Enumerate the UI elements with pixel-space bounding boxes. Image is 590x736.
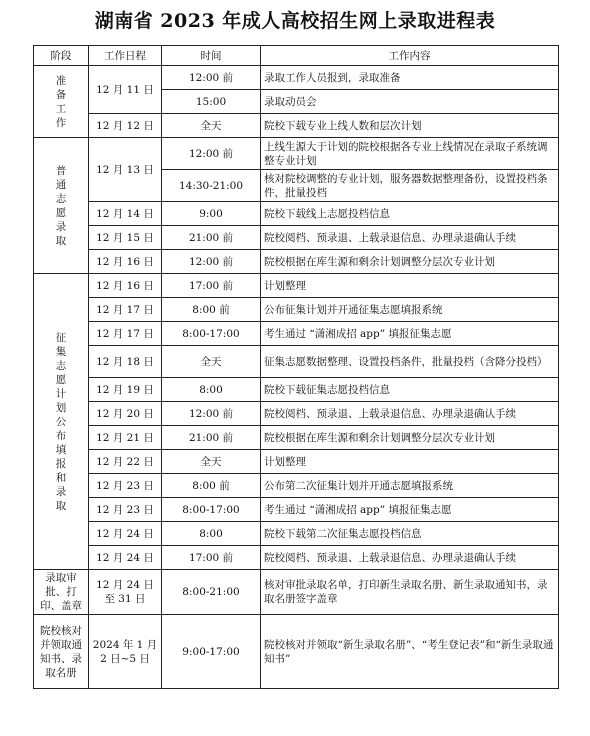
date-cell: 12 月 11 日 xyxy=(89,66,162,114)
date-cell: 12 月 24 日 xyxy=(89,522,162,546)
table-row xyxy=(34,498,559,522)
task-cell: 核对审批录取名单，打印新生录取名册、新生录取通知书，录取名册签字盖章 xyxy=(261,570,559,615)
date-cell: 2024 年 1 月 2 日~5 日 xyxy=(89,615,162,689)
table-row xyxy=(34,202,559,226)
task-cell: 院校根据在库生源和剩余计划调整分层次专业计划 xyxy=(261,250,559,274)
time-cell: 全天 xyxy=(162,346,261,378)
date-cell: 12 月 14 日 xyxy=(89,202,162,226)
table-row xyxy=(34,66,559,90)
stage-cell: 准备工作 xyxy=(34,66,89,138)
date-cell: 12 月 22 日 xyxy=(89,450,162,474)
schedule-table xyxy=(33,45,559,689)
date-cell: 12 月 19 日 xyxy=(89,378,162,402)
time-cell: 15:00 xyxy=(162,90,261,114)
date-cell: 12 月 15 日 xyxy=(89,226,162,250)
task-cell: 院校下载线上志愿投档信息 xyxy=(261,202,559,226)
table-row xyxy=(34,298,559,322)
time-cell: 12:00 前 xyxy=(162,66,261,90)
header-date: 工作日程 xyxy=(89,46,162,66)
date-cell: 12 月 13 日 xyxy=(89,138,162,202)
header-time: 时间 xyxy=(162,46,261,66)
date-cell: 12 月 12 日 xyxy=(89,114,162,138)
time-cell: 12:00 前 xyxy=(162,138,261,170)
stage-cell: 录取审批、打印、盖章 xyxy=(34,570,89,615)
task-cell: 院校下载征集志愿投档信息 xyxy=(261,378,559,402)
stage-cell: 征集志愿计划公布填报和录取 xyxy=(34,274,89,570)
header-task: 工作内容 xyxy=(261,46,559,66)
task-cell: 计划整理 xyxy=(261,274,559,298)
table-row xyxy=(34,570,559,615)
header-stage: 阶段 xyxy=(34,46,89,66)
page-title: 湖南省 2023 年成人高校招生网上录取进程表 xyxy=(94,10,496,32)
time-cell: 12:00 前 xyxy=(162,402,261,426)
table-header-row xyxy=(34,46,559,66)
date-cell: 12 月 24 日 xyxy=(89,546,162,570)
time-cell: 8:00 xyxy=(162,522,261,546)
time-cell: 8:00-17:00 xyxy=(162,498,261,522)
date-cell: 12 月 24 日至 31 日 xyxy=(89,570,162,615)
time-cell: 8:00-17:00 xyxy=(162,322,261,346)
table-row xyxy=(34,474,559,498)
task-cell: 公布第二次征集计划并开通志愿填报系统 xyxy=(261,474,559,498)
task-cell: 院校下载第二次征集志愿投档信息 xyxy=(261,522,559,546)
table-row xyxy=(34,546,559,570)
table-row xyxy=(34,114,559,138)
date-cell: 12 月 17 日 xyxy=(89,298,162,322)
date-cell: 12 月 17 日 xyxy=(89,322,162,346)
task-cell: 考生通过 “潇湘成招 app” 填报征集志愿 xyxy=(261,498,559,522)
table-row xyxy=(34,226,559,250)
table-row xyxy=(34,522,559,546)
task-cell: 上线生源大于计划的院校根据各专业上线情况在录取子系统调整专业计划 xyxy=(261,138,559,170)
time-cell: 17:00 前 xyxy=(162,274,261,298)
table-row xyxy=(34,274,559,298)
task-cell: 核对院校调整的专业计划，服务器数据整理备份，设置投档条件，批量投档 xyxy=(261,170,559,202)
task-cell: 院校阅档、预录退、上载录退信息、办理录退确认手续 xyxy=(261,402,559,426)
date-cell: 12 月 18 日 xyxy=(89,346,162,378)
task-cell: 录取工作人员报到，录取准备 xyxy=(261,66,559,90)
time-cell: 全天 xyxy=(162,450,261,474)
table-row xyxy=(34,450,559,474)
time-cell: 8:00 xyxy=(162,378,261,402)
task-cell: 院校下载专业上线人数和层次计划 xyxy=(261,114,559,138)
task-cell: 录取动员会 xyxy=(261,90,559,114)
task-cell: 院校根据在库生源和剩余计划调整分层次专业计划 xyxy=(261,426,559,450)
task-cell: 院校核对并领取“新生录取名册”、“考生登记表”和“新生录取通知书” xyxy=(261,615,559,689)
time-cell: 9:00 xyxy=(162,202,261,226)
table-row xyxy=(34,402,559,426)
time-cell: 9:00-17:00 xyxy=(162,615,261,689)
date-cell: 12 月 23 日 xyxy=(89,474,162,498)
time-cell: 8:00-21:00 xyxy=(162,570,261,615)
time-cell: 12:00 前 xyxy=(162,250,261,274)
table-row xyxy=(34,250,559,274)
task-cell: 征集志愿数据整理、设置投档条件，批量投档（含降分投档） xyxy=(261,346,559,378)
task-cell: 公布征集计划并开通征集志愿填报系统 xyxy=(261,298,559,322)
date-cell: 12 月 16 日 xyxy=(89,274,162,298)
table-row xyxy=(34,138,559,170)
date-cell: 12 月 16 日 xyxy=(89,250,162,274)
time-cell: 全天 xyxy=(162,114,261,138)
task-cell: 院校阅档、预录退、上载录退信息、办理录退确认手续 xyxy=(261,546,559,570)
task-cell: 计划整理 xyxy=(261,450,559,474)
date-cell: 12 月 21 日 xyxy=(89,426,162,450)
time-cell: 21:00 前 xyxy=(162,226,261,250)
table-row xyxy=(34,426,559,450)
time-cell: 14:30-21:00 xyxy=(162,170,261,202)
stage-cell: 普通志愿录取 xyxy=(34,138,89,274)
task-cell: 院校阅档、预录退、上载录退信息、办理录退确认手续 xyxy=(261,226,559,250)
table-row xyxy=(34,615,559,689)
table-row xyxy=(34,346,559,378)
time-cell: 8:00 前 xyxy=(162,474,261,498)
time-cell: 21:00 前 xyxy=(162,426,261,450)
task-cell: 考生通过 “潇湘成招 app” 填报征集志愿 xyxy=(261,322,559,346)
time-cell: 8:00 前 xyxy=(162,298,261,322)
date-cell: 12 月 20 日 xyxy=(89,402,162,426)
table-row xyxy=(34,322,559,346)
time-cell: 17:00 前 xyxy=(162,546,261,570)
table-row xyxy=(34,378,559,402)
stage-cell: 院校核对并领取通知书、录取名册 xyxy=(34,615,89,689)
date-cell: 12 月 23 日 xyxy=(89,498,162,522)
